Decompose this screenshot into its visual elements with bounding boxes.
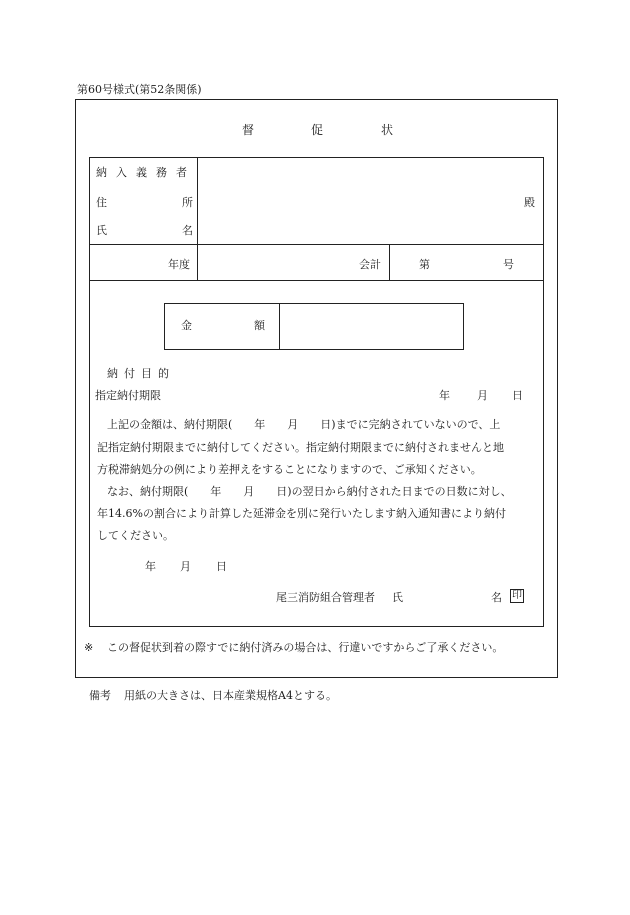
body-p2-line3: してください。	[97, 529, 174, 542]
divider-payer	[89, 244, 544, 245]
honorific: 殿	[524, 196, 535, 209]
amount-divider	[279, 303, 280, 350]
body-p2-line2: 年14.6%の割合により計算した延滞金を別に発行いたします納入通知書により納付	[97, 507, 506, 520]
notice-text: この督促状到着の際すでに納付済みの場合は、行違いですからご了承ください。	[107, 641, 504, 654]
remarks-text: 用紙の大きさは、日本産業規格A4とする。	[124, 689, 337, 702]
body-p2-line1: なお、納付期限( 年 月 日)の翌日から納付された日までの日数に対し、	[107, 485, 512, 498]
deadline-month: 月	[477, 389, 488, 402]
deadline-label: 指定納付期限	[95, 389, 161, 402]
seal-stamp	[510, 589, 524, 603]
divider-number-column	[389, 244, 390, 280]
title-char-3: 状	[381, 123, 394, 137]
issuer-name-label-1: 氏	[392, 591, 403, 604]
seal-label: 印	[512, 590, 522, 601]
form-label: 第60号様式(第52条関係)	[77, 83, 202, 96]
title-char-1: 督	[242, 123, 255, 137]
address-label: 住所	[96, 196, 193, 209]
remarks-label: 備考	[89, 689, 111, 702]
number-prefix: 第	[419, 258, 430, 271]
issuer-title: 尾三消防組合管理者	[276, 591, 375, 604]
body-p1-line1: 上記の金額は、納付期限( 年 月 日)までに完納されていないので、上	[107, 418, 501, 431]
payer-label: 納入義務者	[96, 166, 196, 179]
deadline-day: 日	[512, 389, 523, 402]
title-char-2: 促	[311, 123, 324, 137]
divider-label-column	[197, 157, 198, 280]
purpose-label: 納付目的	[107, 367, 175, 380]
account-label: 会計	[359, 258, 381, 271]
issue-month: 月	[180, 560, 191, 573]
deadline-year: 年	[439, 389, 450, 402]
issue-year: 年	[145, 560, 156, 573]
fiscal-year-label: 年度	[168, 258, 190, 271]
body-p1-line3: 方税滞納処分の例により差押えをすることになりますので、ご承知ください。	[97, 463, 482, 476]
number-suffix: 号	[503, 258, 514, 271]
issuer-name-label-2: 名	[491, 591, 502, 604]
body-p1-line2: 記指定納付期限までに納付してください。指定納付期限までに納付されませんと地	[97, 441, 504, 454]
notice-mark: ※	[84, 641, 94, 654]
amount-label: 金額	[181, 319, 265, 332]
name-label: 氏名	[96, 224, 193, 237]
issue-day: 日	[216, 560, 227, 573]
divider-fiscal	[89, 280, 544, 281]
